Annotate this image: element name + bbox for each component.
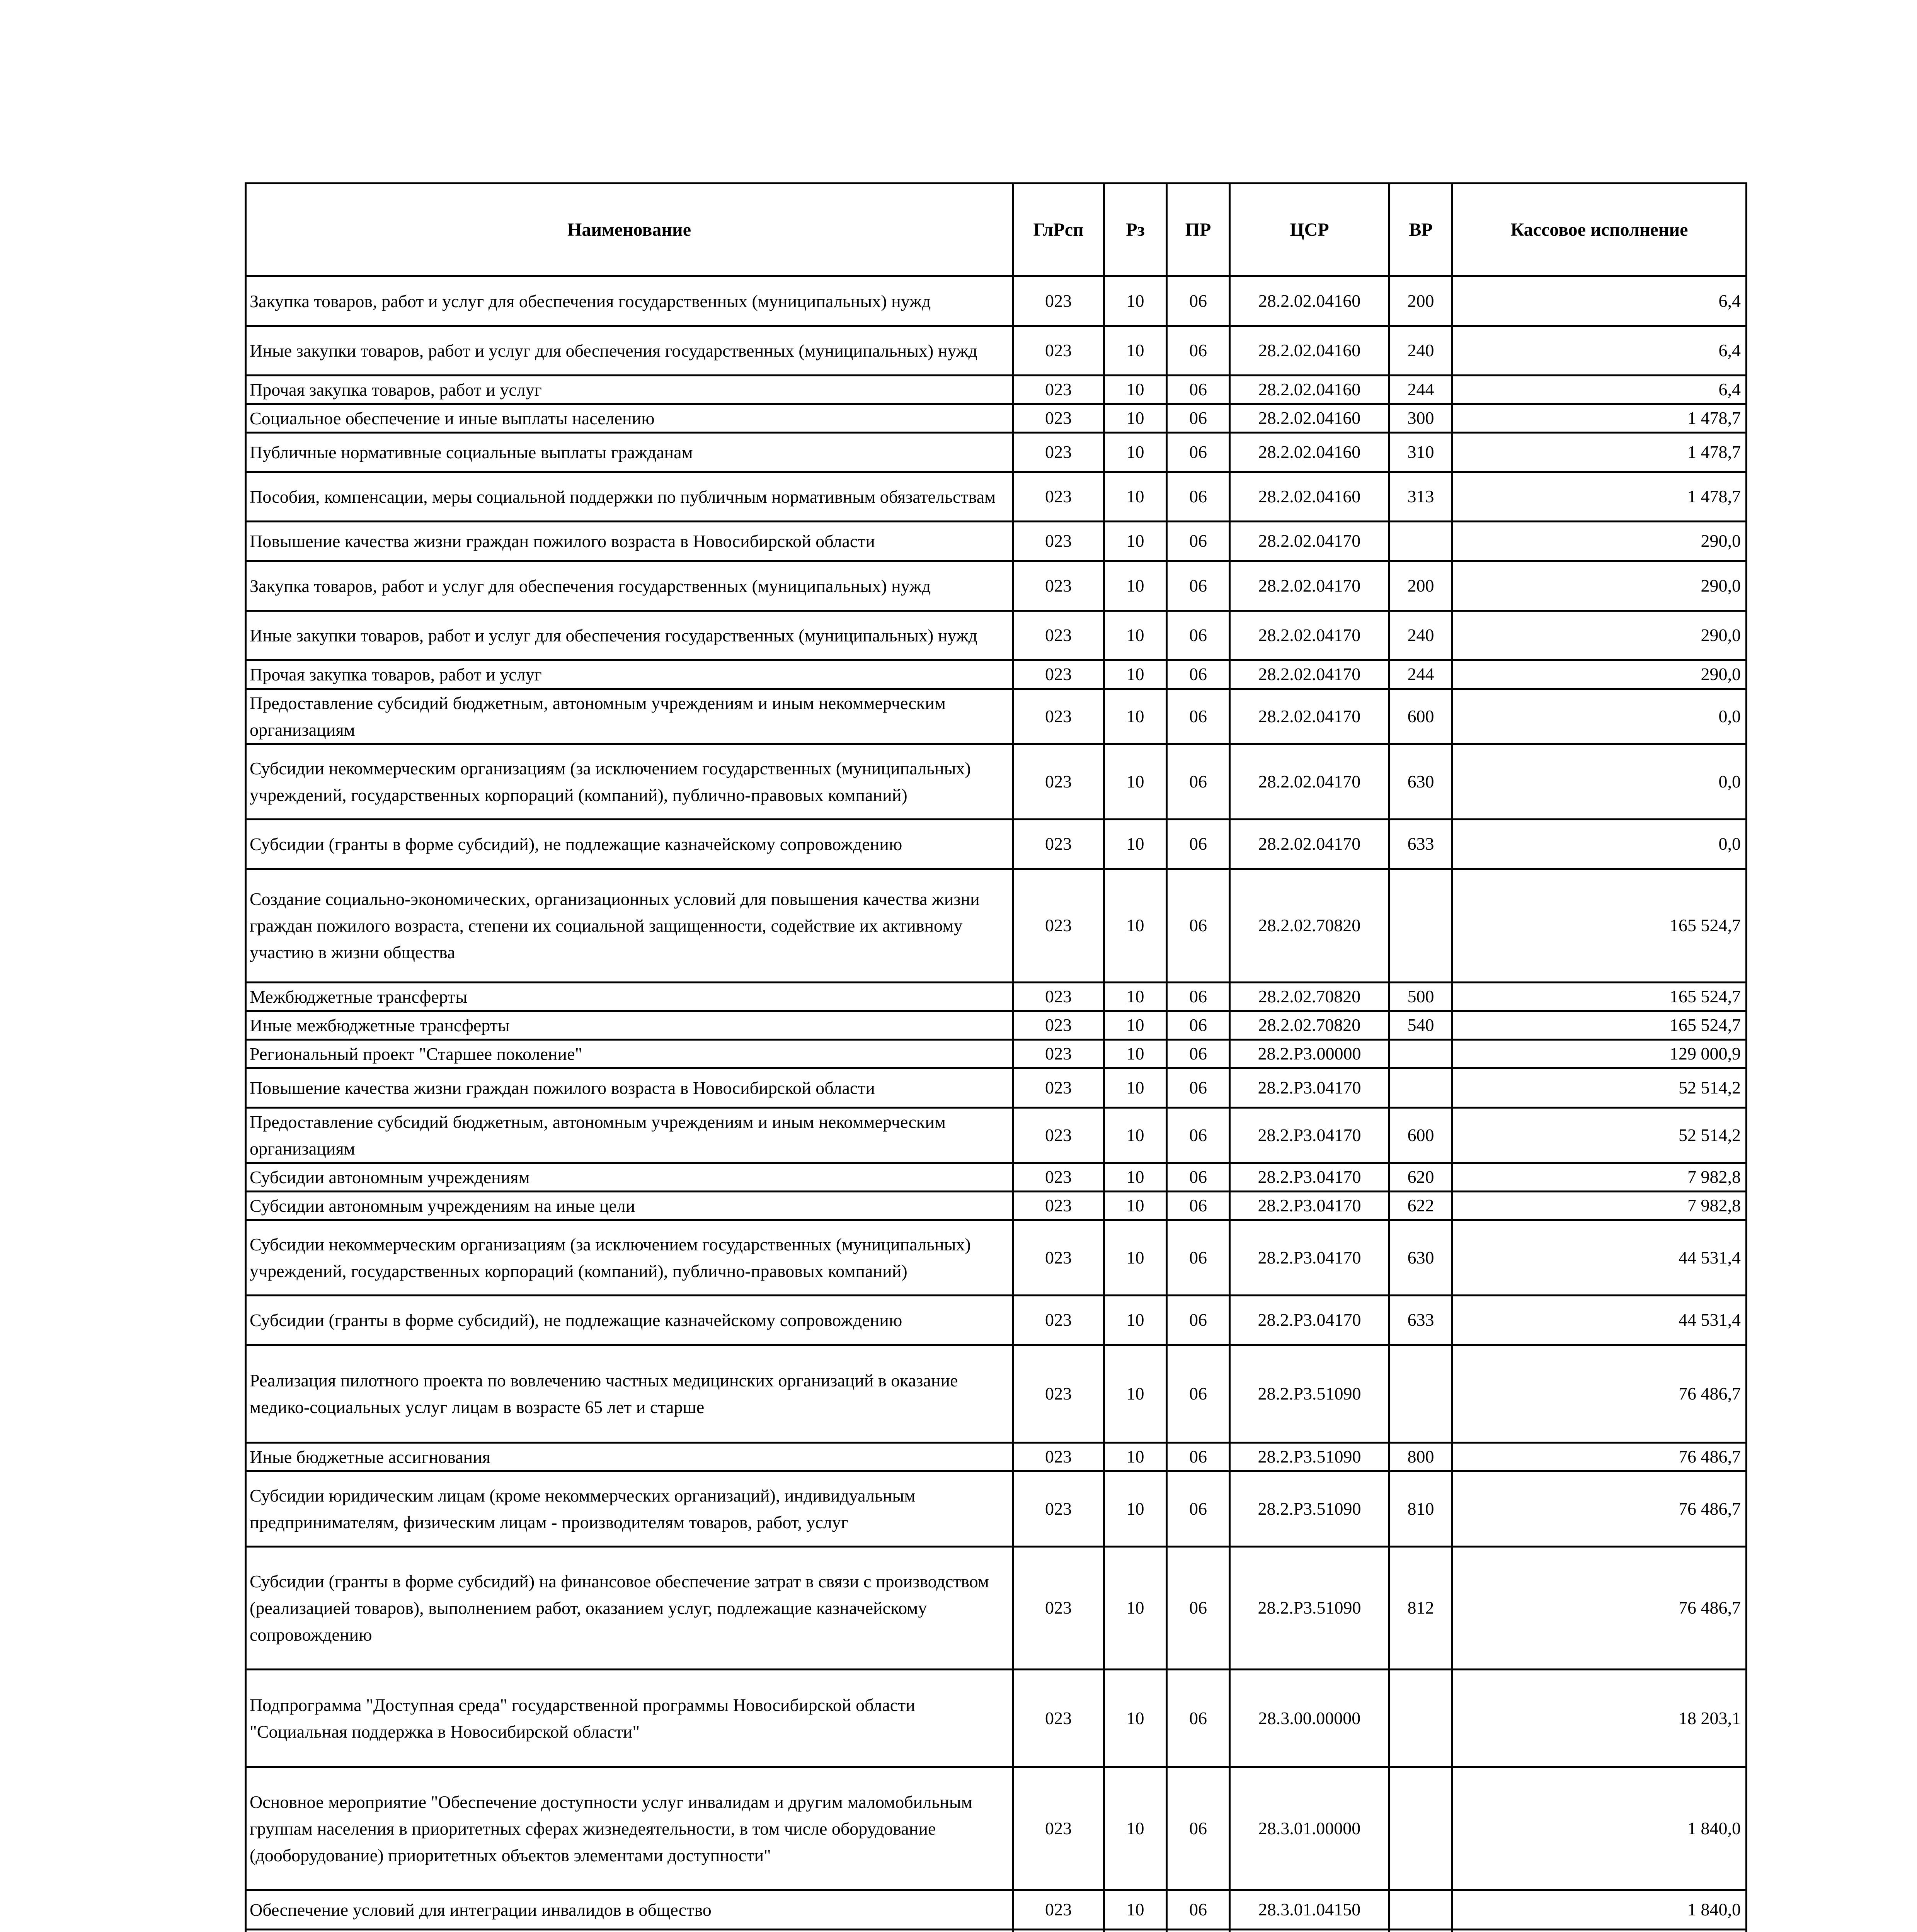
row-csr: 28.2.Р3.51090 (1230, 1443, 1389, 1471)
row-amount: 52 514,2 (1452, 1068, 1747, 1108)
row-rz: 10 (1104, 1192, 1167, 1220)
row-amount: 18 203,1 (1452, 1670, 1747, 1767)
row-pr: 06 (1167, 1345, 1230, 1443)
row-pr: 06 (1167, 611, 1230, 660)
table-row (246, 1930, 1747, 1932)
row-name: Обеспечение условий для интеграции инвалидов в общество (246, 1890, 1013, 1930)
row-name: Предоставление субсидий бюджетным, автономным учреждениям и иным некоммерческим организациям (246, 689, 1013, 744)
row-name: Субсидии некоммерческим организациям (за исключением государственных (муниципальных) учреждений, государственных корпораций (компаний), публично-правовых компаний) (246, 1220, 1013, 1296)
row-glrsp: 023 (1013, 522, 1104, 561)
row-vr (1389, 1068, 1452, 1108)
row-pr: 06 (1167, 1471, 1230, 1547)
row-name: Субсидии (гранты в форме субсидий), не подлежащие казначейскому сопровождению (246, 820, 1013, 869)
row-amount: 76 486,7 (1452, 1547, 1747, 1670)
row-pr: 06 (1167, 1163, 1230, 1192)
row-pr: 06 (1167, 326, 1230, 376)
row-name: Субсидии автономным учреждениям (246, 1163, 1013, 1192)
table-header-row (246, 184, 1747, 276)
row-csr: 28.2.02.70820 (1230, 983, 1389, 1011)
row-amount: 165 524,7 (1452, 983, 1747, 1011)
row-amount: 44 531,4 (1452, 1296, 1747, 1345)
row-vr: 630 (1389, 1220, 1452, 1296)
table-row (246, 689, 1747, 744)
row-name: Основное мероприятие "Обеспечение доступности услуг инвалидам и другим маломобильным группам населения в приоритетных сферах жизнедеятельности, в том числе оборудование (дооборудование) приоритетных объектов элементами доступности" (246, 1767, 1013, 1890)
row-pr: 06 (1167, 1670, 1230, 1767)
row-name: Закупка товаров, работ и услуг для обеспечения государственных (муниципальных) нужд (246, 561, 1013, 611)
row-glrsp: 023 (1013, 1163, 1104, 1192)
row-rz: 10 (1104, 689, 1167, 744)
row-rz: 10 (1104, 983, 1167, 1011)
row-csr: 28.2.Р3.51090 (1230, 1471, 1389, 1547)
row-rz: 10 (1104, 1767, 1167, 1890)
row-amount: 165 524,7 (1452, 1011, 1747, 1040)
row-name: Закупка товаров, работ и услуг для обеспечения государственных (муниципальных) нужд (246, 276, 1013, 326)
row-csr: 28.2.Р3.51090 (1230, 1345, 1389, 1443)
row-glrsp: 023 (1013, 1040, 1104, 1068)
table-row (246, 404, 1747, 433)
row-csr: 28.2.02.70820 (1230, 1011, 1389, 1040)
row-vr: 500 (1389, 983, 1452, 1011)
row-name: Создание социально-экономических, организационных условий для повышения качества жизни граждан пожилого возраста, степени их социальной защищенности, содействие их активному участию в жизни общества (246, 869, 1013, 983)
table-row (246, 1670, 1747, 1767)
table-row (246, 326, 1747, 376)
row-glrsp: 023 (1013, 1108, 1104, 1163)
row-pr: 06 (1167, 1192, 1230, 1220)
row-glrsp (1013, 1930, 1104, 1932)
row-amount: 44 531,4 (1452, 1220, 1747, 1296)
row-vr: 244 (1389, 376, 1452, 404)
row-rz: 10 (1104, 1471, 1167, 1547)
row-name: Повышение качества жизни граждан пожилого возраста в Новосибирской области (246, 522, 1013, 561)
table-row (246, 1890, 1747, 1930)
row-csr: 28.2.Р3.04170 (1230, 1163, 1389, 1192)
row-name: Социальное обеспечение и иные выплаты населению (246, 404, 1013, 433)
row-glrsp: 023 (1013, 983, 1104, 1011)
row-amount: 6,4 (1452, 326, 1747, 376)
row-csr: 28.3.01.04150 (1230, 1890, 1389, 1930)
row-name (246, 1930, 1013, 1932)
row-rz: 10 (1104, 820, 1167, 869)
row-vr: 810 (1389, 1471, 1452, 1547)
table-row (246, 376, 1747, 404)
row-vr: 620 (1389, 1163, 1452, 1192)
row-vr: 622 (1389, 1192, 1452, 1220)
row-pr: 06 (1167, 1890, 1230, 1930)
row-glrsp: 023 (1013, 1767, 1104, 1890)
table-row (246, 744, 1747, 820)
header-glrsp: ГлРсп (1013, 184, 1104, 276)
row-amount: 1 840,0 (1452, 1767, 1747, 1890)
row-glrsp: 023 (1013, 820, 1104, 869)
row-pr: 06 (1167, 472, 1230, 522)
row-glrsp: 023 (1013, 433, 1104, 472)
row-vr: 812 (1389, 1547, 1452, 1670)
row-csr (1230, 1930, 1389, 1932)
row-rz: 10 (1104, 744, 1167, 820)
table-row (246, 1345, 1747, 1443)
row-pr: 06 (1167, 1767, 1230, 1890)
row-csr: 28.2.Р3.00000 (1230, 1040, 1389, 1068)
row-rz: 10 (1104, 1220, 1167, 1296)
table-row (246, 1547, 1747, 1670)
row-glrsp: 023 (1013, 376, 1104, 404)
row-glrsp: 023 (1013, 561, 1104, 611)
table-row (246, 1068, 1747, 1108)
row-name: Иные закупки товаров, работ и услуг для обеспечения государственных (муниципальных) нужд (246, 611, 1013, 660)
row-pr: 06 (1167, 1011, 1230, 1040)
row-vr: 600 (1389, 689, 1452, 744)
row-glrsp: 023 (1013, 1011, 1104, 1040)
row-vr (1389, 1930, 1452, 1932)
row-amount: 290,0 (1452, 522, 1747, 561)
row-amount: 290,0 (1452, 561, 1747, 611)
row-csr: 28.2.Р3.04170 (1230, 1068, 1389, 1108)
row-csr: 28.2.02.04170 (1230, 611, 1389, 660)
row-vr: 313 (1389, 472, 1452, 522)
row-csr: 28.2.Р3.51090 (1230, 1547, 1389, 1670)
row-amount: 1 478,7 (1452, 404, 1747, 433)
row-vr (1389, 1890, 1452, 1930)
row-glrsp: 023 (1013, 276, 1104, 326)
row-vr: 200 (1389, 276, 1452, 326)
row-amount: 0,0 (1452, 689, 1747, 744)
row-pr: 06 (1167, 1040, 1230, 1068)
header-pr: ПР (1167, 184, 1230, 276)
row-rz: 10 (1104, 376, 1167, 404)
row-csr: 28.2.02.04160 (1230, 276, 1389, 326)
table-row (246, 276, 1747, 326)
row-pr: 06 (1167, 522, 1230, 561)
row-name: Подпрограмма "Доступная среда" государственной программы Новосибирской области "Социальная поддержка в Новосибирской области" (246, 1670, 1013, 1767)
table-row (246, 1767, 1747, 1890)
table-row (246, 869, 1747, 983)
row-name: Субсидии юридическим лицам (кроме некоммерческих организаций), индивидуальным предпринимателям, физическим лицам - производителям товаров, работ, услуг (246, 1471, 1013, 1547)
row-glrsp: 023 (1013, 1471, 1104, 1547)
row-amount: 290,0 (1452, 660, 1747, 689)
row-glrsp: 023 (1013, 744, 1104, 820)
row-csr: 28.2.02.04160 (1230, 433, 1389, 472)
row-rz: 10 (1104, 1296, 1167, 1345)
row-rz (1104, 1930, 1167, 1932)
row-amount: 76 486,7 (1452, 1443, 1747, 1471)
row-vr (1389, 869, 1452, 983)
row-rz: 10 (1104, 433, 1167, 472)
row-vr: 244 (1389, 660, 1452, 689)
row-pr: 06 (1167, 744, 1230, 820)
row-amount: 1 840,0 (1452, 1890, 1747, 1930)
row-csr: 28.2.02.04160 (1230, 326, 1389, 376)
row-vr: 200 (1389, 561, 1452, 611)
row-name: Пособия, компенсации, меры социальной поддержки по публичным нормативным обязательствам (246, 472, 1013, 522)
row-glrsp: 023 (1013, 1890, 1104, 1930)
row-pr: 06 (1167, 660, 1230, 689)
row-csr: 28.2.02.04170 (1230, 660, 1389, 689)
row-rz: 10 (1104, 869, 1167, 983)
row-name: Иные бюджетные ассигнования (246, 1443, 1013, 1471)
table-row (246, 1040, 1747, 1068)
row-csr: 28.2.02.04170 (1230, 744, 1389, 820)
row-vr: 633 (1389, 1296, 1452, 1345)
row-pr: 06 (1167, 376, 1230, 404)
row-glrsp: 023 (1013, 869, 1104, 983)
row-pr: 06 (1167, 983, 1230, 1011)
row-name: Субсидии некоммерческим организациям (за исключением государственных (муниципальных) учреждений, государственных корпораций (компаний), публично-правовых компаний) (246, 744, 1013, 820)
row-vr (1389, 1345, 1452, 1443)
row-rz: 10 (1104, 1345, 1167, 1443)
header-name: Наименование (246, 184, 1013, 276)
row-vr (1389, 1670, 1452, 1767)
row-rz: 10 (1104, 1547, 1167, 1670)
row-vr (1389, 1767, 1452, 1890)
row-pr: 06 (1167, 1443, 1230, 1471)
budget-table (245, 182, 1747, 1932)
row-csr: 28.3.01.00000 (1230, 1767, 1389, 1890)
row-glrsp: 023 (1013, 611, 1104, 660)
row-glrsp: 023 (1013, 472, 1104, 522)
row-pr (1167, 1930, 1230, 1932)
row-vr: 800 (1389, 1443, 1452, 1471)
row-glrsp: 023 (1013, 1547, 1104, 1670)
row-vr: 633 (1389, 820, 1452, 869)
row-name: Региональный проект "Старшее поколение" (246, 1040, 1013, 1068)
row-pr: 06 (1167, 1296, 1230, 1345)
row-glrsp: 023 (1013, 1068, 1104, 1108)
row-name: Субсидии (гранты в форме субсидий), не подлежащие казначейскому сопровождению (246, 1296, 1013, 1345)
row-glrsp: 023 (1013, 1345, 1104, 1443)
row-rz: 10 (1104, 472, 1167, 522)
row-amount: 76 486,7 (1452, 1345, 1747, 1443)
row-amount: 76 486,7 (1452, 1471, 1747, 1547)
row-pr: 06 (1167, 276, 1230, 326)
row-rz: 10 (1104, 276, 1167, 326)
row-csr: 28.2.02.04170 (1230, 820, 1389, 869)
table-row (246, 820, 1747, 869)
row-rz: 10 (1104, 1670, 1167, 1767)
row-csr: 28.2.02.04170 (1230, 561, 1389, 611)
row-amount: 290,0 (1452, 611, 1747, 660)
row-rz: 10 (1104, 404, 1167, 433)
table-body (246, 276, 1747, 1932)
table-row (246, 1443, 1747, 1471)
table-row (246, 660, 1747, 689)
row-amount: 165 524,7 (1452, 869, 1747, 983)
row-amount: 1 478,7 (1452, 472, 1747, 522)
row-name: Межбюджетные трансферты (246, 983, 1013, 1011)
row-glrsp: 023 (1013, 660, 1104, 689)
row-csr: 28.2.02.04160 (1230, 404, 1389, 433)
row-glrsp: 023 (1013, 1443, 1104, 1471)
row-name: Субсидии автономным учреждениям на иные цели (246, 1192, 1013, 1220)
row-name: Иные закупки товаров, работ и услуг для обеспечения государственных (муниципальных) нужд (246, 326, 1013, 376)
table-row (246, 611, 1747, 660)
row-glrsp: 023 (1013, 404, 1104, 433)
table-row (246, 1011, 1747, 1040)
table-row (246, 433, 1747, 472)
row-rz: 10 (1104, 1163, 1167, 1192)
row-rz: 10 (1104, 1040, 1167, 1068)
row-pr: 06 (1167, 433, 1230, 472)
row-pr: 06 (1167, 869, 1230, 983)
table-row (246, 561, 1747, 611)
table-row (246, 472, 1747, 522)
row-amount: 1 478,7 (1452, 433, 1747, 472)
row-vr: 240 (1389, 611, 1452, 660)
row-vr: 630 (1389, 744, 1452, 820)
row-vr (1389, 1040, 1452, 1068)
header-vr: ВР (1389, 184, 1452, 276)
row-amount (1452, 1930, 1747, 1932)
row-glrsp: 023 (1013, 689, 1104, 744)
table-row (246, 983, 1747, 1011)
row-vr: 240 (1389, 326, 1452, 376)
row-vr: 600 (1389, 1108, 1452, 1163)
row-csr: 28.2.02.70820 (1230, 869, 1389, 983)
row-name: Публичные нормативные социальные выплаты гражданам (246, 433, 1013, 472)
row-rz: 10 (1104, 1443, 1167, 1471)
row-amount: 6,4 (1452, 376, 1747, 404)
row-amount: 7 982,8 (1452, 1192, 1747, 1220)
table-row (246, 1108, 1747, 1163)
row-csr: 28.2.Р3.04170 (1230, 1108, 1389, 1163)
row-pr: 06 (1167, 561, 1230, 611)
row-pr: 06 (1167, 1108, 1230, 1163)
row-pr: 06 (1167, 689, 1230, 744)
row-pr: 06 (1167, 404, 1230, 433)
row-name: Иные межбюджетные трансферты (246, 1011, 1013, 1040)
row-name: Прочая закупка товаров, работ и услуг (246, 376, 1013, 404)
header-amount: Кассовое исполнение (1452, 184, 1747, 276)
row-rz: 10 (1104, 1068, 1167, 1108)
header-csr: ЦСР (1230, 184, 1389, 276)
row-amount: 7 982,8 (1452, 1163, 1747, 1192)
row-glrsp: 023 (1013, 1220, 1104, 1296)
row-pr: 06 (1167, 1547, 1230, 1670)
row-vr: 310 (1389, 433, 1452, 472)
row-rz: 10 (1104, 1890, 1167, 1930)
row-glrsp: 023 (1013, 1670, 1104, 1767)
row-glrsp: 023 (1013, 326, 1104, 376)
row-rz: 10 (1104, 1108, 1167, 1163)
row-csr: 28.2.02.04160 (1230, 472, 1389, 522)
row-csr: 28.3.00.00000 (1230, 1670, 1389, 1767)
row-pr: 06 (1167, 1068, 1230, 1108)
row-csr: 28.2.02.04160 (1230, 376, 1389, 404)
table-row (246, 1296, 1747, 1345)
row-vr: 540 (1389, 1011, 1452, 1040)
row-rz: 10 (1104, 561, 1167, 611)
table-row (246, 522, 1747, 561)
row-csr: 28.2.Р3.04170 (1230, 1296, 1389, 1345)
table-row (246, 1163, 1747, 1192)
table-row (246, 1471, 1747, 1547)
row-csr: 28.2.Р3.04170 (1230, 1220, 1389, 1296)
table-row (246, 1192, 1747, 1220)
row-name: Предоставление субсидий бюджетным, автономным учреждениям и иным некоммерческим организациям (246, 1108, 1013, 1163)
row-rz: 10 (1104, 660, 1167, 689)
row-glrsp: 023 (1013, 1296, 1104, 1345)
row-name: Прочая закупка товаров, работ и услуг (246, 660, 1013, 689)
row-amount: 0,0 (1452, 744, 1747, 820)
row-vr: 300 (1389, 404, 1452, 433)
row-vr (1389, 522, 1452, 561)
row-name: Субсидии (гранты в форме субсидий) на финансовое обеспечение затрат в связи с производством (реализацией товаров), выполнением работ, оказанием услуг, подлежащие казначейскому сопровождению (246, 1547, 1013, 1670)
row-name: Повышение качества жизни граждан пожилого возраста в Новосибирской области (246, 1068, 1013, 1108)
row-pr: 06 (1167, 820, 1230, 869)
row-amount: 0,0 (1452, 820, 1747, 869)
row-rz: 10 (1104, 522, 1167, 561)
row-name: Реализация пилотного проекта по вовлечению частных медицинских организаций в оказание медико-социальных услуг лицам в возрасте 65 лет и старше (246, 1345, 1013, 1443)
row-glrsp: 023 (1013, 1192, 1104, 1220)
row-rz: 10 (1104, 326, 1167, 376)
row-pr: 06 (1167, 1220, 1230, 1296)
row-amount: 52 514,2 (1452, 1108, 1747, 1163)
row-amount: 129 000,9 (1452, 1040, 1747, 1068)
row-csr: 28.2.02.04170 (1230, 689, 1389, 744)
table-row (246, 1220, 1747, 1296)
row-csr: 28.2.Р3.04170 (1230, 1192, 1389, 1220)
header-rz: Рз (1104, 184, 1167, 276)
row-amount: 6,4 (1452, 276, 1747, 326)
row-rz: 10 (1104, 1011, 1167, 1040)
row-rz: 10 (1104, 611, 1167, 660)
row-csr: 28.2.02.04170 (1230, 522, 1389, 561)
